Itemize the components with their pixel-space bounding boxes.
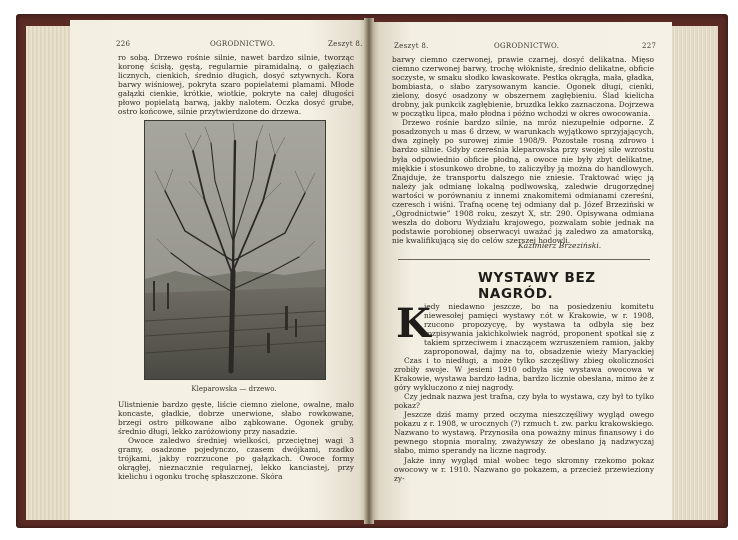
right-page [370, 22, 672, 520]
paragraph: barwy ciemno czerwonej, prawie czarnej, dosyć delikatna. Mięso ciemno czerwonej barwy, trochę włókniste, średnio delikatne, obficie soczyste, w smaku słodko kwaskowate. Pestka okrągła, mała, gładka, bombiasta, o słabo zarysowanym kancie. Ogonek długi, cienki, zielony, dosyć osadzony w obszernem zagłębieniu. Ślad kielicha drobny, jak punkcik zagłębienie, bruzdka lekko zaznaczona. Dojrzewa w początku lipca, mało płodna i późno wchodzi w okres owocowania. [392, 55, 654, 119]
paragraph: iedy niedawno jeszcze, bo na posiedzeniu komitetu niewesołej pamięci wystawy r.ót w Krakowie, w r. 1908, rzucono propozycyę, by wystawa ta odbyła się bez rozpisywania jakichkolwiek nagród, proponent spotkał się z takiem sprzeciwem i znaczącem wzruszeniem ramion, jakby zaproponował, dajmy na to, obsadzenie wieży Maryackiej [424, 302, 654, 356]
right-issue-label: Zeszyt 8. [394, 42, 429, 50]
section-body-text [394, 356, 654, 483]
right-top-text [392, 55, 654, 245]
left-page-number: 226 [116, 40, 131, 48]
paragraph: ro sobą. Drzewo rośnie silnie, nawet bardzo silnie, tworząc koronę ścisłą, gęstą, regularnie piramidalną, o gałęziach licznych, cienkich, średnio długich, dosyć sztywnych. Kora barwy wiśniowej, pokryta szaro popielatemi plamami. Młode gałązki cienkie, krótkie, wiotkie, pokryte na całej długości płowo popielatą barwą, jakby nalotem. Oczka dosyć grube, ostro końcowe, silnie przytwierdzone do drzewa. [118, 53, 354, 117]
paragraph: Jeszcze dziś mamy przed oczyma nieszczęśliwy wygląd owego pokazu z r. 1908, w urocznych (?) rzmuch t. zw. parku krakowskiego. Nazwano to wystawą. Przynosiła ona poważny minus finansowy i do pewnego stopnia moralny, zważywszy że obesłano ją nadzwyczaj słabo, mimo sperandy na liczne nagrody. [394, 410, 654, 456]
section-lead-text [424, 302, 654, 356]
section-divider [398, 259, 650, 260]
paragraph: Ulistnienie bardzo gęste, liście ciemno zielone, owalne, mało koncaste, gładkie, dobrze unerwione, słabo rowkowane, brzegi ostro piłkowane albo ząbkowane. Ogonek gruby, średnio długi, lekko zaróżowiony przy nasadzie. [118, 400, 354, 437]
right-page-edges [670, 26, 718, 520]
left-page [70, 20, 368, 520]
paragraph: Czas i to niedługi, a może tylko szczęśliwy zbieg okoliczności zrobiły swoje. W jesieni 1910 odbyła się wystawa owocowa w Krakowie, wystawa bardzo ładna, bardzo licznie obesłana, mimo że z góry wykluczono z niej nagrody. [394, 356, 654, 393]
section-title: WYSTAWY BEZ NAGRÓD. [478, 270, 596, 302]
left-running-title: OGRODNICTWO. [210, 40, 276, 48]
right-running-title: OGRODNICTWO. [494, 42, 560, 50]
paragraph: Jakże inny wygląd miał wobec tego skromny rzekomo pokaz owocowy w r. 1910. Nazwano go pokazem, a przecież przewieziony zy- [394, 455, 654, 483]
figure-caption: Kleparowska — drzewo. [191, 385, 277, 393]
left-bottom-text [118, 400, 354, 481]
paragraph: Drzewo rośnie bardzo silnie, na mróz niezupełnie odporne. Z posadzonych u mas 6 drzew, w warunkach wyjątkowo sprzyjających, dwa zginęły po surowej zimie 1908/9. Pozostałe rosną zdrowo i bardzo silnie. Gdyby czereśnia kleparowska przy swojej sile wzrostu była odpowiednio obficie płodną, a owoce nie były zbyt delikatne, miękkie i stosunkowo drobne, to zaliczyłby ją można do handlowych. Znajduje, że transportu dalszego nie zniesie. Traktować więc ją należy jak odmianę lokalną podlwowską, zaledwie drugorzędnej wartości w porównaniu z innemi znakomitemi odmianami czereśni, czeresch i wiśni. Trafną ocenę tej odmiany dał p. Józef Brzeziński w „Ogrodnictwie” 1908 roku, zeszyt X, str. 290. Opisywana odmiana weszła do doboru Wydziału krajowego, pozwalam sobie jednak na podstawie porobionej obserwacyi uważać ją zaledwo za amatorską, nie kwalifikującą się do celów szerszej hodowli. [392, 118, 654, 245]
author-signature: Kazimierz Brzeziński. [518, 241, 602, 250]
paragraph: Owoce zaledwo średniej wielkości, przeciętnej wagi 3 gramy, osadzone pojedynczo, czasem dwójkami, rzadko trójkami, jakby rozrzucone po gałązkach. Owoce formy okrągłej, nieznacznie regularnej, lekko kanciastej, przy kielichu i ogonku trochę spłaszczone. Skóra [118, 436, 354, 482]
paragraph: Czy jednak nazwa jest trafna, czy była to wystawa, czy był to tylko pokaz? [394, 392, 654, 411]
drop-cap [394, 300, 431, 347]
tree-photo-drawing [145, 121, 325, 379]
left-top-text [118, 53, 354, 116]
book-gutter [364, 18, 374, 524]
right-page-number: 227 [642, 42, 657, 50]
left-issue-label: Zeszyt 8. [328, 40, 363, 48]
drop-cap-letter: K [396, 300, 431, 347]
tree-photo [144, 120, 326, 380]
left-page-edges [26, 26, 76, 520]
